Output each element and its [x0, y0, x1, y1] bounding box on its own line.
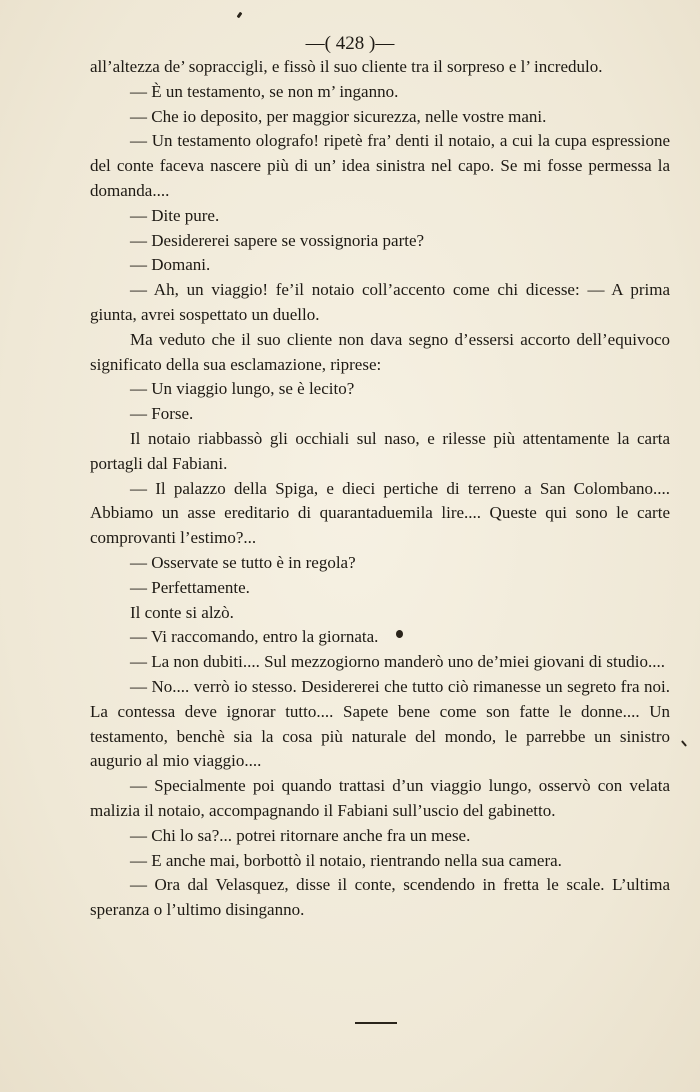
end-rule	[355, 1022, 397, 1024]
paragraph: — Desidererei sapere se vossignoria parte?	[130, 230, 425, 250]
paragraph: all’altezza de’ sopraccigli, e fissò il suo cliente tra il sorpreso e l’ incredulo.	[90, 57, 603, 76]
paragraph: — Perfettamente.	[130, 577, 250, 597]
paragraph: — Il palazzo della Spiga, e dieci pertiche di terreno a San Colombano.... Abbiamo un asse ereditario di quarantaduemila lire.... Queste qui sono le carte comprovanti l’estimo?...	[90, 478, 670, 548]
paragraph: — Chi lo sa?... potrei ritornare anche fra un mese.	[130, 825, 471, 845]
paragraph: Ma veduto che il suo cliente non dava segno d’essersi accorto dell’equivoco significato della sua esclamazione, riprese:	[90, 329, 670, 374]
paragraph: — Dite pure.	[130, 205, 220, 225]
paragraph: — Specialmente poi quando trattasi d’un viaggio lungo, osservò con velata malizia il notaio, accompagnando il Fabiani sull’uscio del gabinetto.	[90, 776, 670, 820]
paragraph: — Forse.	[130, 404, 194, 424]
paragraph: — No.... verrò io stesso. Desidererei che tutto ciò rimanesse un segreto fra noi. La contessa deve ignorar tutto.... Sapete bene come son fatte le donne.... Un testamento, benchè sia la cosa più naturale del mondo, le parrebbe un sinistro augurio al mio viaggio....	[90, 676, 670, 771]
paragraph: — Ora dal Velasquez, disse il conte, scendendo in fretta le scale. L’ultima speranza o l’ultimo disinganno.	[90, 875, 670, 920]
ink-speck	[396, 630, 403, 638]
paragraph: — La non dubiti.... Sul mezzogiorno manderò uno de’miei giovani di studio....	[130, 652, 665, 672]
paragraph: — Che io deposito, per maggior sicurezza, nelle vostre mani.	[130, 106, 547, 126]
page-number: —( 428 )—	[305, 33, 395, 54]
paragraph: Il conte si alzò.	[130, 602, 234, 622]
paragraph: — E anche mai, borbottò il notaio, rientrando nella sua camera.	[130, 850, 562, 870]
paragraph: — È un testamento, se non m’ inganno.	[130, 81, 399, 101]
ink-speck	[681, 740, 687, 747]
ink-speck	[237, 12, 243, 19]
paragraph: — Domani.	[130, 255, 211, 275]
body-text	[90, 55, 670, 923]
paragraph: — Vi raccomando, entro la giornata.	[130, 627, 379, 647]
paragraph: — Osservate se tutto è in regola?	[130, 552, 356, 572]
paragraph: — Ah, un viaggio! fe’il notaio coll’accento come chi dicesse: — A prima giunta, avrei sospettato un duello.	[90, 280, 670, 324]
paragraph: — Un testamento olografo! ripetè fra’ denti il notaio, a cui la cupa espressione del conte faceva nascere più di un’ idea sinistra nel capo. Se mi fosse permessa la domanda....	[90, 131, 670, 200]
paragraph: Il notaio riabbassò gli occhiali sul naso, e rilesse più attentamente la carta portagli dal Fabiani.	[90, 428, 670, 473]
paragraph: — Un viaggio lungo, se è lecito?	[130, 379, 355, 399]
